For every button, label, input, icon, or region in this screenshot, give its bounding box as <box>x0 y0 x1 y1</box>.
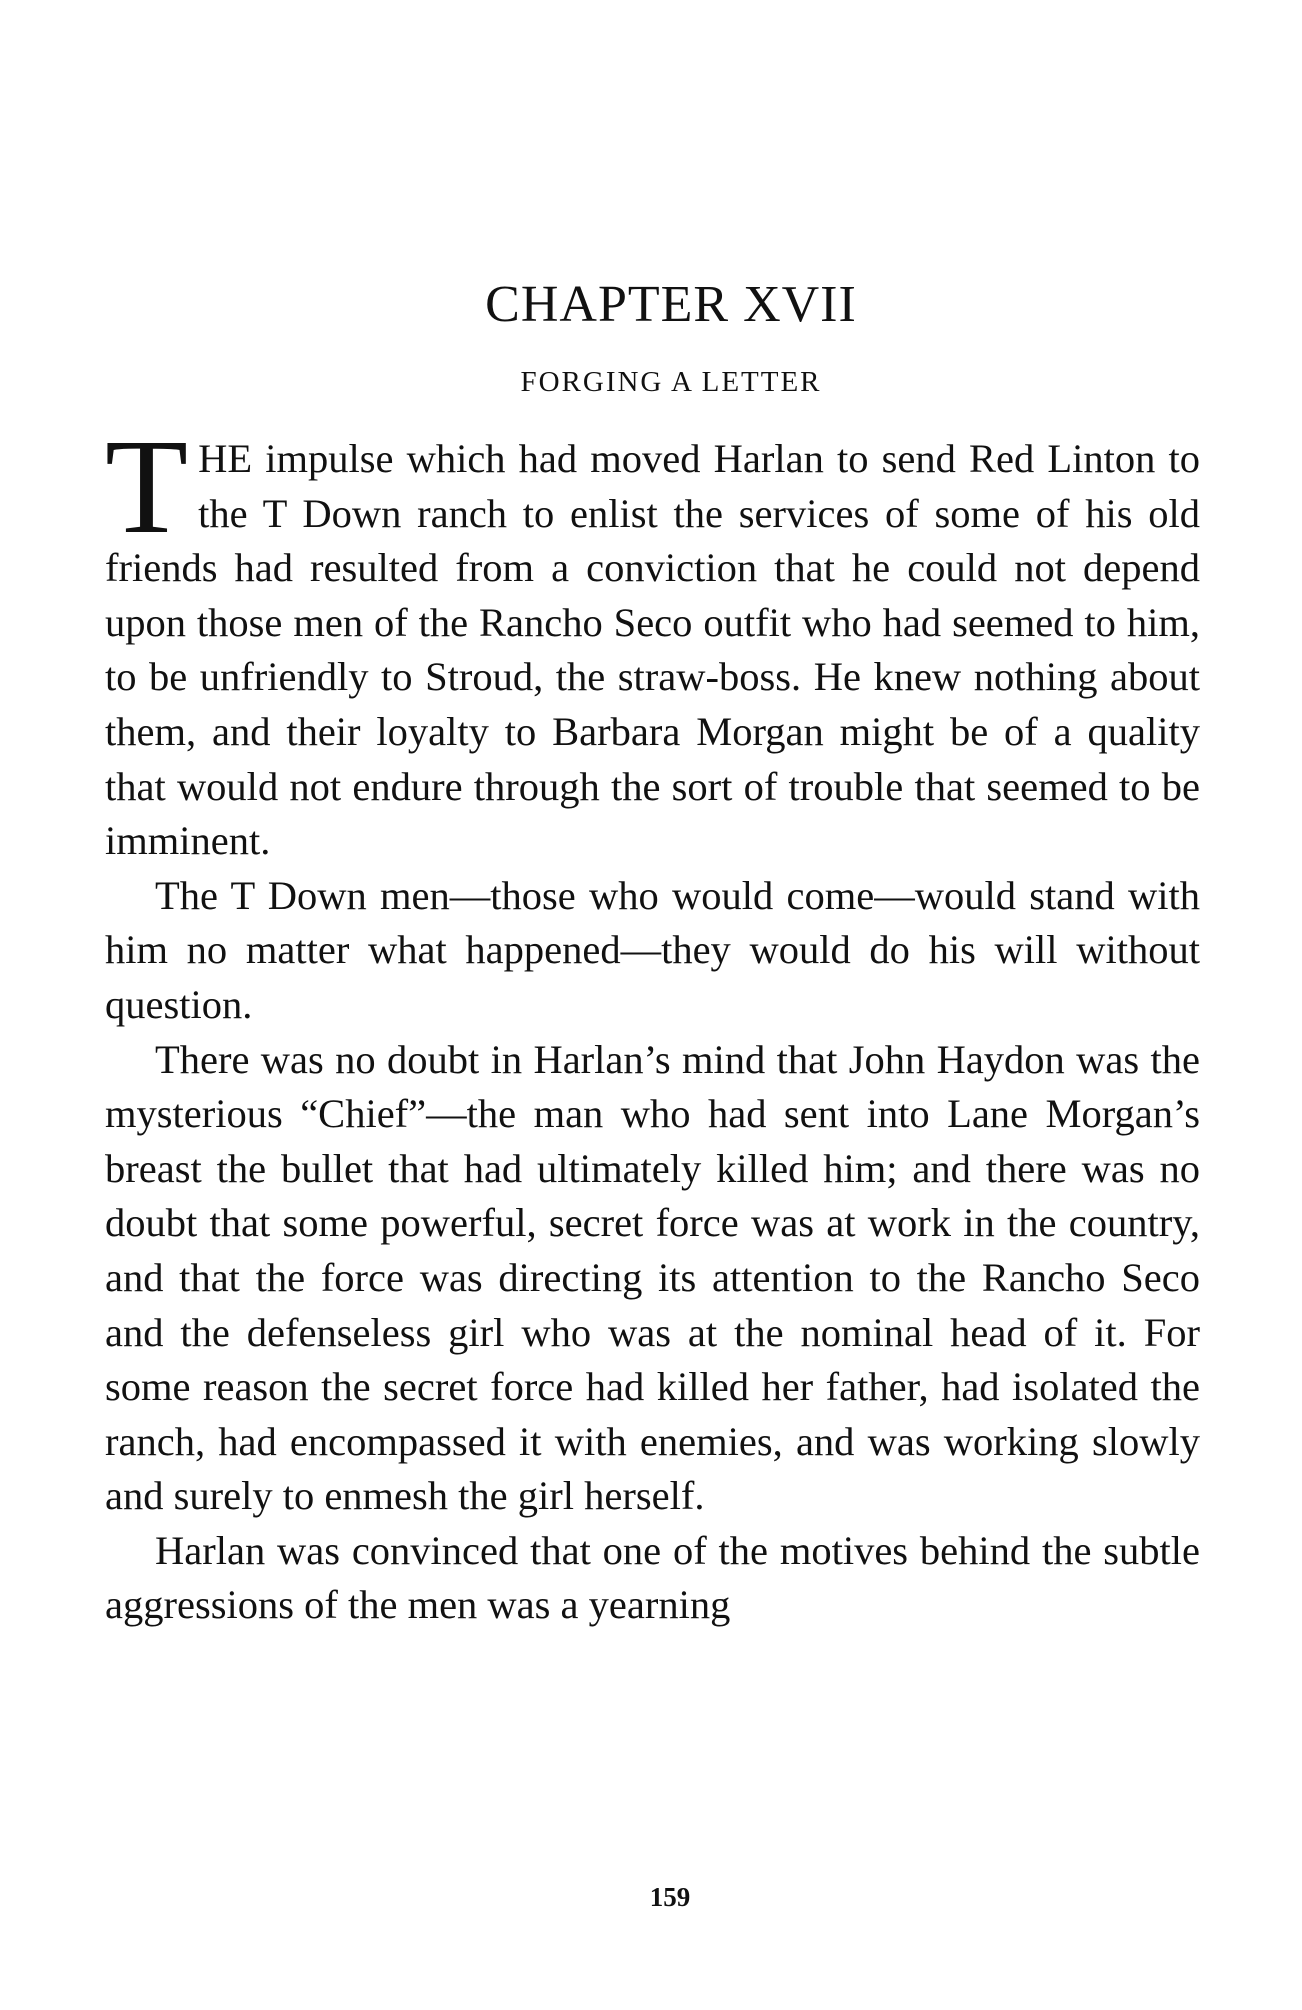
chapter-subtitle: FORGING A LETTER <box>520 366 822 398</box>
paragraph-1 <box>105 412 1200 869</box>
paragraph-1-text: HE impulse which had moved Harlan to send Red Linton to the T Down ranch to enlist the services of some of his old friends had resulted from a conviction that he could not depend upon those men of the Rancho Seco outfit who had seemed to him, to be unfriendly to Stroud, the straw-boss. He knew nothing about them, and their loyalty to Barbara Morgan might be of a quality that would not endure through the sort of trouble that seemed to be imminent. <box>105 436 1200 864</box>
page-number: 159 <box>649 1882 691 1912</box>
paragraph-4: Harlan was convinced that one of the motives behind the subtle aggressions of the men was a yearning <box>105 1527 1200 1628</box>
drop-cap: T <box>105 412 189 562</box>
paragraph-3: There was no doubt in Harlan’s mind that John Haydon was the mysterious “Chief”—the man who had sent into Lane Morgan’s breast the bullet that had ultimately killed him; and there was no doubt that some powerful, secret force was at work in the country, and that the force was directing its attention to the Rancho Seco and the defenseless girl who was at the nominal head of it. For some reason the secret force had killed her father, had isolated the ranch, had encompassed it with enemies, and was working slowly and surely to enmesh the girl herself. <box>105 1036 1200 1519</box>
paragraph-2: The T Down men—those who would come—would stand with him no matter what happened—they would do his will without question. <box>105 872 1200 1027</box>
chapter-title: CHAPTER XVII <box>485 276 857 333</box>
body-text <box>105 412 1200 1633</box>
